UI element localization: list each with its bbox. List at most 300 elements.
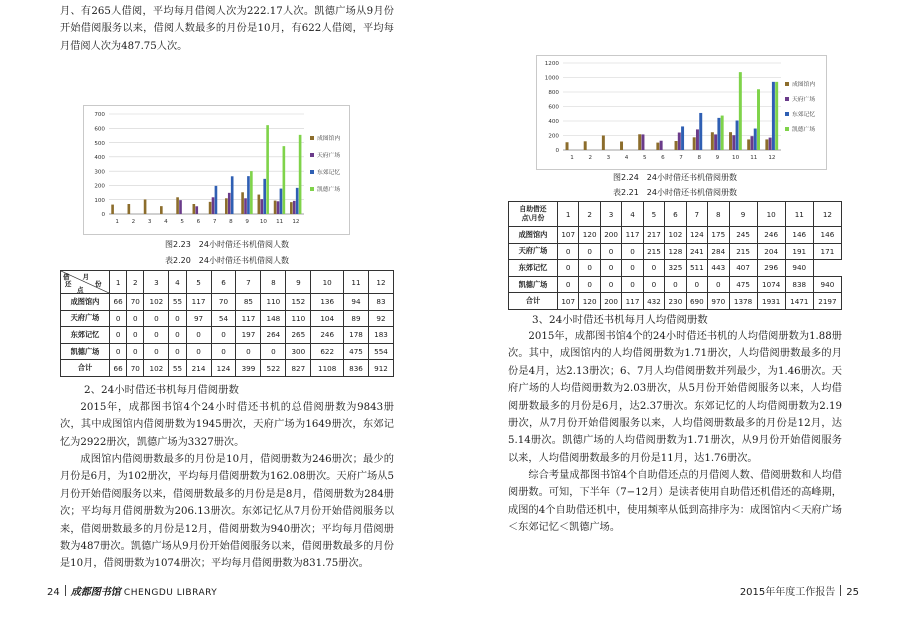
- table-cell: 94: [344, 294, 369, 311]
- table-cell: 838: [785, 276, 813, 293]
- table-cell: 0: [686, 276, 707, 293]
- row-label: 天府广场: [509, 243, 558, 260]
- table-cell: 0: [558, 260, 579, 277]
- table-cell: 0: [665, 276, 686, 293]
- table-cell: 0: [144, 327, 169, 344]
- table-cell: 204: [757, 243, 785, 260]
- y-tick-label: 0: [555, 148, 559, 155]
- footer-left: [47, 583, 217, 598]
- table-cell: 110: [286, 310, 311, 327]
- bar: [732, 135, 735, 150]
- table-cell: 0: [110, 343, 127, 360]
- table-cell: 475: [729, 276, 757, 293]
- row-label: 凯德广场: [509, 276, 558, 293]
- table-cell: 136: [311, 294, 344, 311]
- table-row: [509, 243, 842, 260]
- table-cell: 0: [600, 276, 621, 293]
- table-cell: 0: [144, 343, 169, 360]
- table-row: [509, 260, 842, 277]
- table-cell: 102: [144, 294, 169, 311]
- table-cell: 0: [643, 276, 664, 293]
- table-cell: 0: [169, 343, 186, 360]
- month-header: 2: [579, 202, 600, 227]
- month-header: 10: [757, 202, 785, 227]
- bar: [638, 134, 641, 150]
- bar: [179, 200, 182, 214]
- table-cell: 0: [186, 343, 211, 360]
- right-page: [452, 0, 905, 628]
- table-row: [509, 227, 842, 244]
- table-header-row: [509, 202, 842, 227]
- table-volumes: [508, 201, 842, 310]
- table-cell: 0: [600, 243, 621, 260]
- corner-label-bottom: 点: [77, 286, 84, 294]
- bar: [765, 139, 768, 150]
- table-caption: 表2.21 24小时借还书机借阅册数: [613, 188, 737, 197]
- table-cell: 66: [110, 294, 127, 311]
- page-number-right: 25: [846, 587, 859, 598]
- bar: [675, 141, 678, 150]
- figure-caption: 图2.23 24小时借还书机借阅人数: [165, 240, 289, 249]
- bar: [144, 199, 147, 214]
- table-cell: 300: [286, 343, 311, 360]
- month-header: 11: [344, 271, 369, 294]
- table-cell: 83: [368, 294, 393, 311]
- table-cell: 0: [169, 327, 186, 344]
- table-cell: 246: [311, 327, 344, 344]
- bar: [228, 193, 231, 214]
- table-cell: 0: [708, 276, 729, 293]
- bar: [176, 197, 179, 214]
- table-cell: 200: [600, 293, 621, 310]
- y-tick-label: 100: [94, 197, 105, 204]
- table-cell: 0: [236, 343, 261, 360]
- bar: [714, 134, 717, 150]
- y-tick-label: 300: [94, 169, 105, 176]
- table-cell: 107: [558, 293, 579, 310]
- table-cell: 325: [665, 260, 686, 277]
- x-tick-label: 7: [212, 219, 217, 225]
- y-tick-label: 600: [94, 126, 105, 133]
- table-cell: 124: [686, 227, 707, 244]
- legend-label: 天府广场: [792, 97, 816, 103]
- bar: [602, 136, 605, 151]
- bar: [231, 176, 234, 214]
- bar: [277, 201, 280, 214]
- table-cell: 120: [579, 227, 600, 244]
- corner-label-a: 自助借还: [519, 205, 547, 213]
- y-tick-label: 700: [94, 112, 105, 119]
- y-tick-label: 400: [548, 119, 559, 126]
- page-number-left: 24: [47, 587, 60, 598]
- table-cell: 0: [127, 327, 144, 344]
- bar: [250, 171, 253, 214]
- x-tick-label: 2: [588, 155, 593, 161]
- table-cell: 0: [110, 327, 127, 344]
- table-cell: 70: [127, 294, 144, 311]
- x-tick-label: 3: [147, 219, 152, 225]
- row-label: 合计: [61, 360, 110, 377]
- y-tick-label: 600: [548, 104, 559, 111]
- bar: [258, 195, 261, 214]
- y-tick-label: 800: [548, 90, 559, 97]
- table-cell: 0: [622, 260, 643, 277]
- table-cell: 912: [368, 360, 393, 377]
- table-cell: 443: [708, 260, 729, 277]
- month-header: 7: [686, 202, 707, 227]
- x-tick-label: 2: [131, 219, 136, 225]
- table-header-row: [61, 271, 394, 294]
- x-tick-label: 12: [768, 155, 776, 161]
- bar: [729, 132, 732, 150]
- corner-label-mid2: 份: [95, 280, 102, 288]
- table-row: [61, 343, 394, 360]
- y-tick-label: 200: [548, 133, 559, 140]
- x-tick-label: 5: [642, 155, 647, 161]
- month-header: 6: [211, 271, 236, 294]
- month-header: 4: [169, 271, 186, 294]
- table-cell: 171: [813, 243, 841, 260]
- bar: [696, 129, 699, 150]
- legend-label: 东郊记忆: [792, 112, 816, 118]
- bar: [193, 204, 196, 214]
- y-tick-label: 0: [101, 212, 105, 219]
- table-cell: 265: [286, 327, 311, 344]
- x-tick-label: 12: [292, 219, 300, 225]
- x-tick-label: 7: [679, 155, 683, 161]
- bar: [296, 188, 299, 214]
- table-cell: 215: [729, 243, 757, 260]
- paragraph-intro: 月、有265人借阅，平均每月借阅人次为222.17人次。凯德广场从9月份开始借阅服务以来，借阅人数最多的月份是10月，有622人借阅，平均每月借阅人次为487.75人次。: [60, 6, 394, 52]
- table-cell: 55: [169, 360, 186, 377]
- table-cell: 70: [127, 360, 144, 377]
- month-header: 12: [368, 271, 393, 294]
- bar: [754, 129, 757, 150]
- table-cell: 245: [729, 227, 757, 244]
- table-cell: 970: [708, 293, 729, 310]
- chart-volumes-svg: [537, 56, 826, 169]
- table-cell: 0: [186, 327, 211, 344]
- table-cell: 0: [558, 276, 579, 293]
- table-cell: 191: [785, 243, 813, 260]
- paragraph-total: 2015年，成都图书馆4个24小时借还书机的总借阅册数为9843册次，其中成图馆内借阅册数为1945册次，天府广场为1649册次，东郊记忆为2922册次，凯德广场为3327册次。: [60, 402, 394, 448]
- table-cell: 0: [579, 276, 600, 293]
- bar: [160, 206, 163, 214]
- table-corner-cell: [509, 202, 558, 227]
- row-label: 成图馆内: [509, 227, 558, 244]
- bar: [241, 192, 244, 214]
- bar: [711, 132, 714, 150]
- table-cell: 827: [286, 360, 311, 377]
- footer-divider: [840, 585, 841, 596]
- legend-label: 东郊记忆: [317, 170, 341, 176]
- table-cell: 55: [169, 294, 186, 311]
- table-cell: 2197: [813, 293, 841, 310]
- table-cell: 178: [344, 327, 369, 344]
- y-tick-label: 200: [94, 183, 105, 190]
- bar: [212, 197, 215, 214]
- table-corner-cell: [61, 271, 110, 294]
- library-logo-en: CHENGDU LIBRARY: [123, 588, 218, 598]
- y-tick-label: 1200: [544, 61, 559, 68]
- table-cell: 0: [600, 260, 621, 277]
- table-cell: 399: [236, 360, 261, 377]
- table-cell: 92: [368, 310, 393, 327]
- bar: [274, 201, 277, 214]
- figure-caption: 图2.24 24小时借还书机借阅册数: [613, 173, 737, 182]
- legend-label: 成图馆内: [792, 82, 816, 88]
- table-cell: 152: [286, 294, 311, 311]
- report-title: 2015年年度工作报告: [739, 587, 836, 598]
- bar: [584, 141, 587, 150]
- bar: [215, 186, 218, 214]
- month-header: 5: [643, 202, 664, 227]
- month-header: 11: [785, 202, 813, 227]
- table-cell: 0: [622, 276, 643, 293]
- month-header: 8: [708, 202, 729, 227]
- table-cell: 475: [344, 343, 369, 360]
- month-header: 3: [144, 271, 169, 294]
- table-cell: 522: [261, 360, 286, 377]
- x-tick-label: 1: [115, 219, 119, 225]
- table-cell: 0: [127, 310, 144, 327]
- bar: [209, 202, 212, 214]
- month-header: 8: [261, 271, 286, 294]
- table-cell: 175: [708, 227, 729, 244]
- footer-divider: [65, 585, 66, 596]
- table-row: [61, 294, 394, 311]
- library-logo: 成都图书馆: [70, 587, 121, 598]
- bar: [678, 133, 681, 150]
- table-cell: 110: [261, 294, 286, 311]
- table-row: [61, 360, 394, 377]
- table-cell: 117: [236, 310, 261, 327]
- x-tick-label: 11: [750, 155, 758, 161]
- bar: [266, 125, 269, 214]
- table-cell: 54: [211, 310, 236, 327]
- table-cell: 102: [144, 360, 169, 377]
- paragraph-per-capita: 2015年，成都图书馆4个的24小时借还书机的人均借阅册数为1.88册次。其中，成图馆内的人均借阅册数为1.71册次，人均借阅册数最多的月份是4月，达2.13册次；6、7月人均借阅册数并列最少，为1.46册次。天府广场的人均借阅册数为2.03册次，从5月份开始借阅服务以来，人均借阅册数最多的月份是6月，达2.37册次。东郊记忆的人均借阅册数为2.19册次，从7月份开始借阅服务以来，人均借阅册数最多的月份是12月，达5.14册次。凯德广场的人均借阅册数为1.71册次，从9月份开始借阅服务以来，人均借阅册数最多的月份是11月，达1.76册次。: [508, 331, 842, 464]
- bar: [244, 198, 247, 214]
- table-cell: 690: [686, 293, 707, 310]
- x-tick-label: 10: [732, 155, 740, 161]
- table-cell: 117: [186, 294, 211, 311]
- table-cell: 124: [211, 360, 236, 377]
- bar: [721, 116, 724, 150]
- table-cell: 1074: [757, 276, 785, 293]
- chart-volumes: [536, 55, 827, 170]
- table-cell: 107: [558, 227, 579, 244]
- left-page: [0, 0, 452, 628]
- table-row: [509, 276, 842, 293]
- table-cell: 217: [643, 227, 664, 244]
- table-cell: 0: [211, 343, 236, 360]
- month-header: 5: [186, 271, 211, 294]
- row-label: 东郊记忆: [509, 260, 558, 277]
- table-cell: 230: [665, 293, 686, 310]
- month-header: 2: [127, 271, 144, 294]
- bar: [247, 176, 250, 214]
- table-cell: 246: [757, 227, 785, 244]
- paragraph-summary: 综合考量成都图书馆4个自助借还点的月借阅人数、借阅册数和人均借阅册数。可知，下半年（7−12月）是读者使用自助借还机借还的高峰期，成图的4个自助借还机中，使用频率从低到高排序为：成图馆内＜天府广场＜东郊记忆＜凯德广场。: [508, 470, 842, 534]
- bar: [260, 199, 263, 214]
- table-cell: 1471: [785, 293, 813, 310]
- bar: [280, 189, 283, 214]
- legend-label: 成图馆内: [317, 136, 341, 142]
- table-cell: 66: [110, 360, 127, 377]
- bar: [693, 137, 696, 150]
- x-tick-label: 6: [661, 155, 665, 161]
- x-tick-label: 3: [606, 155, 611, 161]
- legend-swatch: [785, 112, 789, 116]
- bar: [681, 126, 684, 150]
- table-cell: 511: [686, 260, 707, 277]
- legend-label: 凯德广场: [792, 127, 816, 133]
- legend-swatch: [785, 82, 789, 86]
- month-header: 1: [110, 271, 127, 294]
- row-label: 天府广场: [61, 310, 110, 327]
- table-cell: 0: [261, 343, 286, 360]
- table-cell: 117: [622, 227, 643, 244]
- legend-swatch: [785, 97, 789, 101]
- row-label: 东郊记忆: [61, 327, 110, 344]
- corner-label-b: 点\月份: [521, 214, 545, 222]
- bar: [128, 204, 131, 214]
- bar: [736, 120, 739, 150]
- table-cell: 200: [600, 227, 621, 244]
- x-tick-label: 9: [245, 219, 249, 225]
- table-cell: 940: [785, 260, 813, 277]
- table-cell: 264: [261, 327, 286, 344]
- row-label: 成图馆内: [61, 294, 110, 311]
- month-header: 6: [665, 202, 686, 227]
- table-cell: 296: [757, 260, 785, 277]
- footer-right: [740, 583, 859, 598]
- bar: [656, 143, 659, 150]
- section-heading: 3、24小时借还书机每月人均借阅册数: [532, 314, 708, 326]
- chart-borrowers-svg: [84, 106, 349, 234]
- table-cell: 1378: [729, 293, 757, 310]
- table-cell: 836: [344, 360, 369, 377]
- table-cell: 183: [368, 327, 393, 344]
- legend-swatch: [310, 153, 314, 157]
- table-cell: 1931: [757, 293, 785, 310]
- corner-label-top: 借 月: [63, 273, 89, 281]
- table-cell: 407: [729, 260, 757, 277]
- table-cell: 97: [186, 310, 211, 327]
- table-cell: 102: [665, 227, 686, 244]
- bar: [775, 82, 778, 150]
- table-row: [61, 310, 394, 327]
- x-tick-label: 8: [697, 155, 702, 161]
- table-cell: 70: [211, 294, 236, 311]
- bar: [566, 142, 569, 150]
- table-cell: 0: [110, 310, 127, 327]
- table-cell: 0: [579, 243, 600, 260]
- x-tick-label: 11: [276, 219, 284, 225]
- table-cell: 148: [261, 310, 286, 327]
- y-tick-label: 1000: [544, 75, 559, 82]
- table-cell: 128: [665, 243, 686, 260]
- table-cell: 0: [169, 310, 186, 327]
- table-cell: 284: [708, 243, 729, 260]
- bar: [717, 118, 720, 150]
- bar: [699, 113, 702, 150]
- legend-label: 凯德广场: [317, 187, 341, 193]
- month-header: 1: [558, 202, 579, 227]
- legend-swatch: [785, 127, 789, 131]
- table-cell: 0: [643, 260, 664, 277]
- table-cell: 554: [368, 343, 393, 360]
- table-cell: 0: [127, 343, 144, 360]
- row-label: 凯德广场: [61, 343, 110, 360]
- bar: [293, 201, 296, 214]
- table-row: [509, 293, 842, 310]
- month-header: 3: [600, 202, 621, 227]
- paragraph-detail: 成图馆内借阅册数最多的月份是10月，借阅册数为246册次；最少的月份是6月，为102册次，平均每月借阅册数为162.08册次。天府广场从5月份开始借阅服务以来，借阅册数最多的月份是是8月，借阅册数为284册次；平均每月借阅册数为206.13册次。东郊记忆从7月份开始借阅服务以来，借阅册数最多的月份是12月，借阅册数为940册次；平均每月借阅册数为487册次。凯德广场从9月份开始借阅服务以来，借阅册数最多的月份是10月，借阅册数为1074册次；平均每月借阅册数为831.75册次。: [60, 454, 394, 570]
- bar: [750, 136, 753, 150]
- table-cell: 0: [622, 243, 643, 260]
- table-cell: 1108: [311, 360, 344, 377]
- table-cell: 0: [144, 310, 169, 327]
- chart-borrowers: [83, 105, 350, 235]
- bar: [739, 72, 742, 150]
- legend-label: 天府广场: [317, 153, 341, 159]
- table-cell: 940: [813, 276, 841, 293]
- row-label: 合计: [509, 293, 558, 310]
- x-tick-label: 1: [570, 155, 574, 161]
- x-tick-label: 8: [229, 219, 233, 225]
- x-tick-label: 4: [624, 155, 629, 161]
- month-header: 7: [236, 271, 261, 294]
- bar: [111, 205, 114, 214]
- x-tick-label: 10: [259, 219, 267, 225]
- table-cell: 215: [643, 243, 664, 260]
- legend-swatch: [310, 170, 314, 174]
- bar: [757, 89, 760, 150]
- bar: [660, 141, 663, 150]
- table-cell: 117: [622, 293, 643, 310]
- bar: [263, 179, 266, 214]
- table-caption: 表2.20 24小时借还书机借阅人数: [165, 256, 289, 265]
- bar: [641, 134, 644, 150]
- x-tick-label: 6: [196, 219, 201, 225]
- bar: [290, 202, 293, 214]
- table-cell: 432: [643, 293, 664, 310]
- table-cell: 0: [579, 260, 600, 277]
- x-tick-label: 4: [164, 219, 168, 225]
- x-tick-label: 5: [180, 219, 184, 225]
- x-tick-label: 9: [715, 155, 720, 161]
- month-header: 12: [813, 202, 841, 227]
- y-tick-label: 500: [94, 140, 105, 147]
- y-tick-label: 400: [94, 155, 105, 162]
- corner-label-mid: 还: [65, 280, 72, 288]
- table-cell: 0: [211, 327, 236, 344]
- table-row: [61, 327, 394, 344]
- bar: [769, 138, 772, 150]
- section-heading: 2、24小时借还书机每月借阅册数: [84, 384, 239, 396]
- month-header: 9: [286, 271, 311, 294]
- legend-swatch: [310, 136, 314, 140]
- table-cell: 214: [186, 360, 211, 377]
- table-cell: 0: [558, 243, 579, 260]
- bar: [299, 135, 302, 214]
- table-cell: 241: [686, 243, 707, 260]
- table-cell: 146: [785, 227, 813, 244]
- legend-swatch: [310, 187, 314, 191]
- bar: [772, 82, 775, 150]
